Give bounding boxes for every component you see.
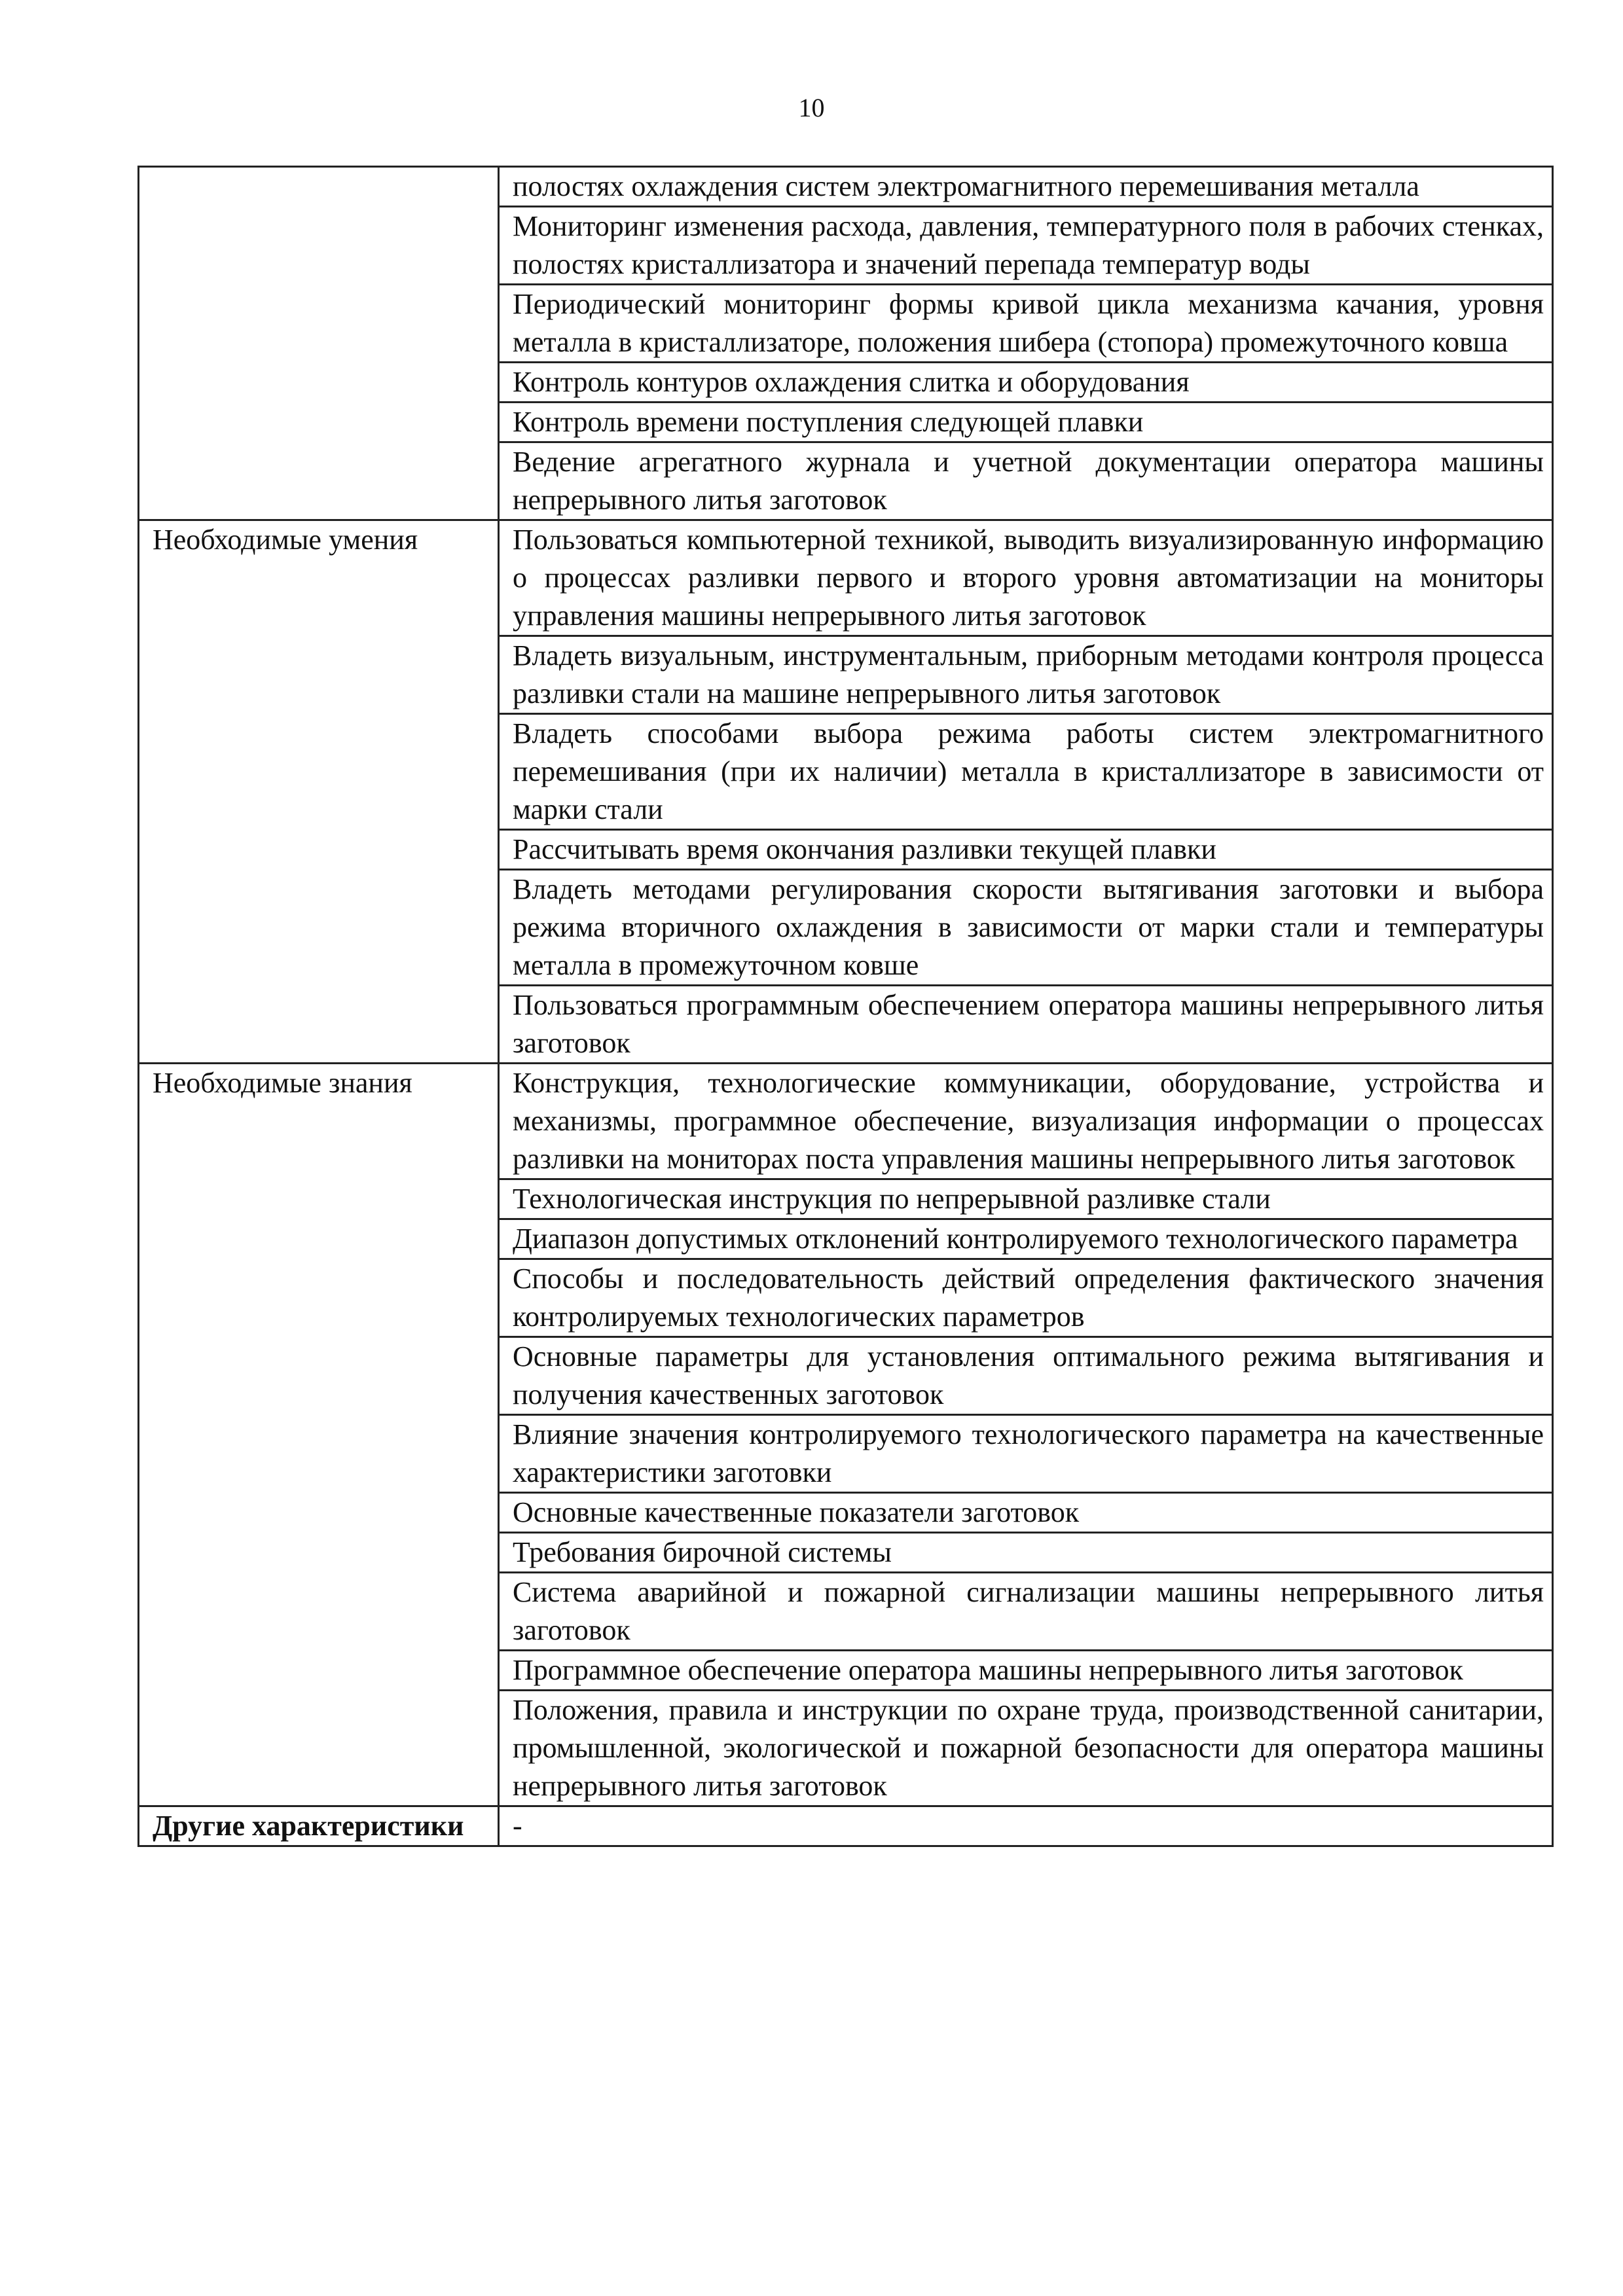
requirement-item: Программное обеспечение оператора машины непрерывного литья заготовок bbox=[499, 1651, 1553, 1691]
table-row bbox=[139, 167, 1553, 207]
requirement-item: Пользоваться компьютерной техникой, выводить визуализированную информацию о процессах разливки первого и второго уровня автоматизации на мониторы управления машины непрерывного литья заготовок bbox=[499, 520, 1553, 636]
requirement-item: Ведение агрегатного журнала и учетной документации оператора машины непрерывного литья заготовок bbox=[499, 442, 1553, 520]
requirement-item: Контроль времени поступления следующей плавки bbox=[499, 403, 1553, 442]
requirement-item: Основные качественные показатели заготовок bbox=[499, 1493, 1553, 1533]
requirement-item: Положения, правила и инструкции по охране труда, производственной санитарии, промышленной, экологической и пожарной безопасности для оператора машины непрерывного литья заготовок bbox=[499, 1691, 1553, 1806]
requirement-item: Владеть методами регулирования скорости вытягивания заготовки и выбора режима вторичного охлаждения в зависимости от марки стали и температуры металла в промежуточном ковше bbox=[499, 870, 1553, 986]
section-label: Другие характеристики bbox=[139, 1806, 499, 1846]
section-label: Необходимые знания bbox=[139, 1064, 499, 1806]
table-row bbox=[139, 520, 1553, 636]
requirement-item: Владеть способами выбора режима работы систем электромагнитного перемешивания (при их наличии) металла в кристаллизаторе в зависимости от марки стали bbox=[499, 714, 1553, 830]
requirement-item: Контроль контуров охлаждения слитка и оборудования bbox=[499, 363, 1553, 403]
requirement-item: Конструкция, технологические коммуникации, оборудование, устройства и механизмы, программное обеспечение, визуализация информации о процессах разливки на мониторах поста управления машины непрерывного литья заготовок bbox=[499, 1064, 1553, 1179]
requirement-item: Система аварийной и пожарной сигнализации машины непрерывного литья заготовок bbox=[499, 1573, 1553, 1651]
requirement-item: Требования бирочной системы bbox=[499, 1533, 1553, 1573]
table-row bbox=[139, 1064, 1553, 1179]
page-number: 10 bbox=[798, 93, 825, 122]
requirements-table-body bbox=[139, 167, 1553, 1846]
table-row bbox=[139, 1806, 1553, 1846]
requirement-item: Диапазон допустимых отклонений контролируемого технологического параметра bbox=[499, 1219, 1553, 1259]
requirement-item: Пользоваться программным обеспечением оператора машины непрерывного литья заготовок bbox=[499, 986, 1553, 1064]
section-label bbox=[139, 167, 499, 520]
requirement-item: Способы и последовательность действий определения фактического значения контролируемых технологических параметров bbox=[499, 1259, 1553, 1337]
requirement-item: - bbox=[499, 1806, 1553, 1846]
requirement-item: Основные параметры для установления оптимального режима вытягивания и получения качественных заготовок bbox=[499, 1337, 1553, 1415]
requirement-item: Рассчитывать время окончания разливки текущей плавки bbox=[499, 830, 1553, 870]
requirement-item: Владеть визуальным, инструментальным, приборным методами контроля процесса разливки стали на машине непрерывного литья заготовок bbox=[499, 636, 1553, 714]
requirement-item: Периодический мониторинг формы кривой цикла механизма качания, уровня металла в кристаллизаторе, положения шибера (стопора) промежуточного ковша bbox=[499, 285, 1553, 363]
requirement-item: полостях охлаждения систем электромагнитного перемешивания металла bbox=[499, 167, 1553, 207]
requirement-item: Технологическая инструкция по непрерывной разливке стали bbox=[499, 1179, 1553, 1219]
requirement-item: Мониторинг изменения расхода, давления, температурного поля в рабочих стенках, полостях кристаллизатора и значений перепада температур воды bbox=[499, 207, 1553, 285]
section-label: Необходимые умения bbox=[139, 520, 499, 1064]
requirements-table bbox=[137, 166, 1554, 1847]
requirement-item: Влияние значения контролируемого технологического параметра на качественные характеристики заготовки bbox=[499, 1415, 1553, 1493]
